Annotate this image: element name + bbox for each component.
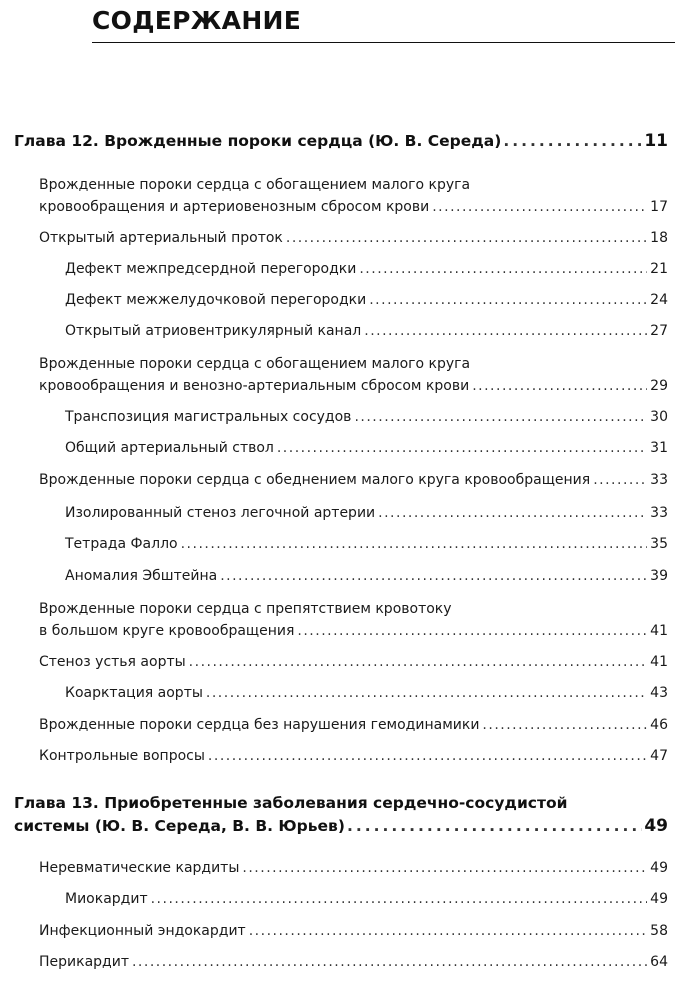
toc-subentry[interactable] [65,289,668,312]
dot-leader [242,857,647,880]
toc-entry-page: 49 [650,860,668,876]
toc-entry[interactable] [39,651,668,674]
toc-entry-title-line1: Врожденные пороки сердца с препятствием кровотоку [39,601,452,617]
toc-entry-title: Транспозиция магистральных сосудов [65,409,352,425]
toc-entry-title: Миокардит [65,891,148,907]
dot-leader [189,651,648,674]
toc-entry[interactable] [39,469,668,492]
toc-entry[interactable] [39,196,668,219]
toc-entry-page: 47 [650,748,668,764]
dot-leader [482,714,647,737]
toc-entry-title: Изолированный стеноз легочной артерии [65,505,376,521]
toc-entry-title-line1: Врожденные пороки сердца с обогащением малого круга [39,177,471,193]
dot-leader [593,469,647,492]
toc-entry-page: 49 [644,816,668,836]
toc-entry-title: Открытый артериальный проток [39,230,283,246]
toc-subentry[interactable] [65,320,668,343]
toc-subentry[interactable] [65,565,668,588]
dot-leader [249,920,647,943]
toc-entry-title: Аномалия Эбштейна [65,568,218,584]
toc-entry-title: кровообращения и венозно-артериальным сбросом крови [39,378,470,394]
toc-chapter-13[interactable] [14,815,668,838]
toc-entry-page: 33 [650,505,668,521]
toc-entry-page: 41 [650,623,668,639]
toc-entry-title: Тетрада Фалло [65,536,178,552]
toc-entry-page: 29 [650,378,668,394]
page-title: СОДЕРЖАНИЕ [92,6,302,35]
dot-leader [347,815,642,838]
toc-entry-title: Инфекционный эндокардит [39,923,246,939]
toc-entry-page: 17 [650,199,668,215]
dot-leader [220,565,647,588]
toc-entry-page: 43 [650,685,668,701]
toc-subentry[interactable] [65,406,668,429]
toc-entry-title: Открытый атриовентрикулярный канал [65,323,362,339]
dot-leader [208,745,647,768]
toc-entry-page: 35 [650,536,668,552]
dot-leader [297,620,647,643]
dot-leader [206,682,647,705]
toc-entry-page: 27 [650,323,668,339]
dot-leader [378,502,647,525]
dot-leader [472,375,647,398]
toc-entry-title: в большом круге кровообращения [39,623,295,639]
toc-entry-page: 33 [650,472,668,488]
toc-entry-page: 24 [650,292,668,308]
toc-subentry[interactable] [65,502,668,525]
dot-leader [359,258,647,281]
toc-entry-title-line1: Врожденные пороки сердца с обогащением малого круга [39,356,471,372]
toc-subentry[interactable] [65,533,668,556]
toc-entry-page: 46 [650,717,668,733]
dot-leader [364,320,647,343]
toc-subentry[interactable] [65,682,668,705]
dot-leader [151,888,648,911]
toc-entry[interactable] [39,375,668,398]
toc-entry-title: Перикардит [39,954,129,970]
toc-subentry[interactable] [65,437,668,460]
toc-entry-title: Врожденные пороки сердца без нарушения гемодинамики [39,717,480,733]
toc-entry[interactable] [39,714,668,737]
toc-entry-title: Стеноз устья аорты [39,654,186,670]
toc-entry[interactable] [39,857,668,880]
toc-entry-title: Коарктация аорты [65,685,203,701]
dot-leader [277,437,647,460]
dot-leader [181,533,648,556]
dot-leader [286,227,647,250]
toc-entry[interactable] [39,745,668,768]
dot-leader [432,196,647,219]
toc-entry-title: Глава 12. Врожденные пороки сердца (Ю. В. Середа) [14,132,502,150]
toc-entry-title: кровообращения и артериовенозным сбросом крови [39,199,430,215]
toc-entry-page: 21 [650,261,668,277]
toc-entry[interactable] [39,920,668,943]
toc-entry-title: Контрольные вопросы [39,748,205,764]
toc-entry-title: Дефект межжелудочковой перегородки [65,292,367,308]
toc-entry[interactable] [39,951,668,974]
toc-chapter-13-line1: Глава 13. Приобретенные заболевания сердечно-сосудистой [14,794,568,812]
toc-entry-page: 41 [650,654,668,670]
toc-entry-page: 30 [650,409,668,425]
toc-entry-title: Общий артериальный ствол [65,440,274,456]
toc-subentry[interactable] [65,258,668,281]
toc-entry-title: Врожденные пороки сердца с обеднением малого круга кровообращения [39,472,591,488]
toc-entry[interactable] [39,227,668,250]
toc-entry-page: 31 [650,440,668,456]
toc-entry-page: 39 [650,568,668,584]
toc-entry-page: 18 [650,230,668,246]
toc-entry-title: Неревматические кардиты [39,860,240,876]
toc-subentry[interactable] [65,888,668,911]
toc-entry-page: 64 [650,954,668,970]
toc-entry[interactable] [39,620,668,643]
toc-entry-title: системы (Ю. В. Середа, В. В. Юрьев) [14,817,345,835]
dot-leader [132,951,647,974]
dot-leader [369,289,647,312]
toc-chapter-12[interactable] [14,130,668,153]
dot-leader [503,130,642,153]
toc-entry-title: Дефект межпредсердной перегородки [65,261,357,277]
toc-entry-page: 11 [644,131,668,151]
toc-entry-page: 49 [650,891,668,907]
toc-entry-page: 58 [650,923,668,939]
dot-leader [354,406,647,429]
